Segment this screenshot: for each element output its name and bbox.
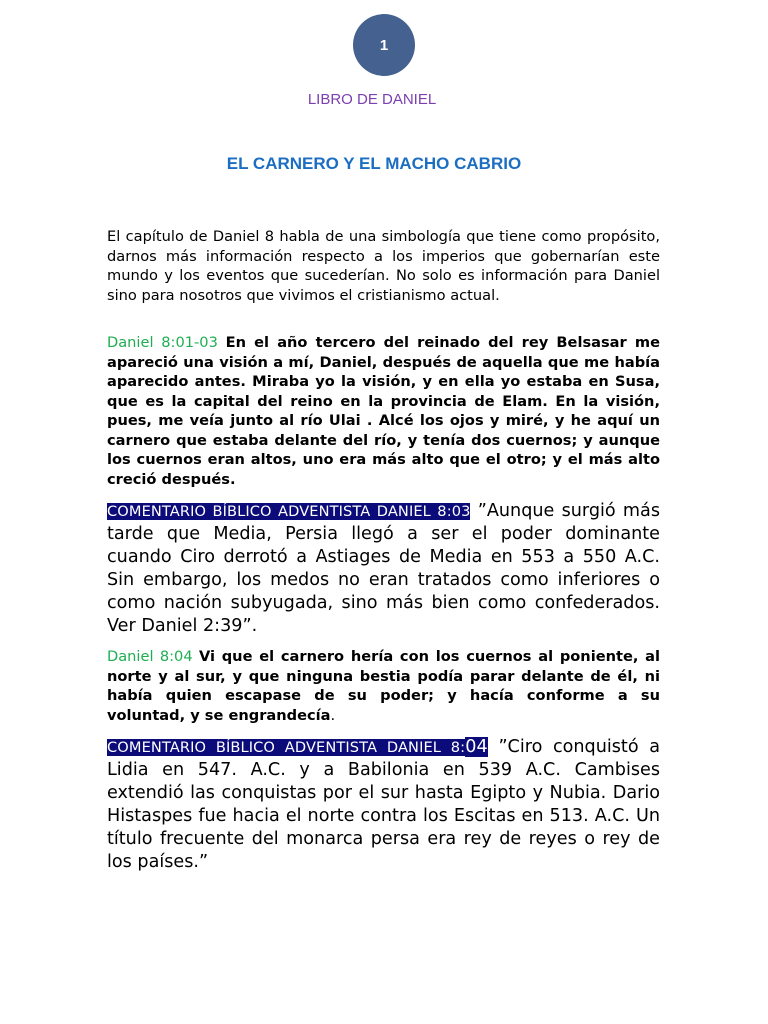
commentary-label: COMENTARIO BÍBLICO ADVENTISTA DANIEL 8: (107, 739, 466, 756)
commentary-label: COMENTARIO BÍBLICO ADVENTISTA DANIEL 8:03 (107, 503, 471, 520)
commentary-label-end: 04 (465, 737, 488, 757)
verse-reference: Daniel 8:04 (107, 648, 193, 665)
verse-paragraph-2 (107, 647, 660, 725)
commentary-text: ”Aunque surgió más tarde que Media, Persia llegó a ser el poder dominante cuando Ciro derrotó a Astiages de Media en 553 a 550 A.C. Sin embargo, los medos no eran tratados como inferiores o como nación subyugada, sino más bien como confederados. Ver Daniel 2:39”. (107, 501, 660, 636)
verse-paragraph-1 (107, 333, 660, 489)
page-number-badge (353, 14, 415, 76)
intro-paragraph: El capítulo de Daniel 8 habla de una simbología que tiene como propósito, darnos más información respecto a los imperios que gobernarían este mundo y los eventos que sucederían. No solo es información para Daniel sino para nosotros que vivimos el cristianismo actual. (107, 228, 660, 304)
verse-end-punctuation: . (330, 706, 336, 724)
book-title: LIBRO DE DANIEL (307, 91, 437, 108)
commentary-paragraph-1 (107, 500, 660, 638)
commentary-paragraph-2 (107, 736, 660, 874)
commentary-text: ”Ciro conquistó a Lidia en 547. A.C. y a Babilonia en 539 A.C. Cambises extendió las conquistas por el sur hasta Egipto y Nubia. Dario Histaspes fue hacia el norte contra los Escitas en 513. A.C. Un título frecuente del monarca persa era rey de reyes o rey de los países.” (107, 737, 660, 872)
verse-text: Vi que el carnero hería con los cuernos al poniente, al norte y al sur, y que ninguna bestia podía parar delante de él, ni había quien escapase de su poder; y hacía conforme a su voluntad, y se engrandecía (107, 648, 661, 724)
verse-reference: Daniel 8:01-03 (107, 334, 218, 351)
verse-text: En el año tercero del reinado del rey Belsasar me apareció una visión a mí, Daniel, después de aquella que me había aparecido antes. Miraba yo la visión, y en ella yo estaba en Susa, que es la capital del reino en la provincia de Elam. En la visión, pues, me veía junto al río Ulai . Alcé los ojos y miré, y he aquí un carnero que estaba delante del río, y tenía dos cuernos; y aunque los cuernos eran altos, uno era más alto que el otro; y el más alto creció después. (107, 334, 660, 488)
chapter-title: EL CARNERO Y EL MACHO CABRIO (226, 154, 522, 173)
page-number: 1 (379, 36, 389, 54)
